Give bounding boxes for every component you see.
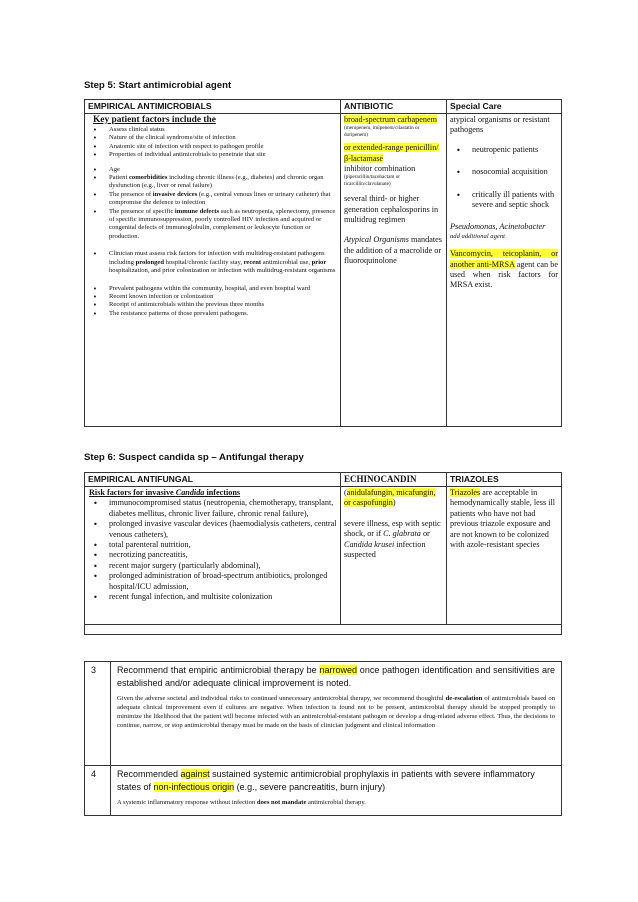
risk-item: • total parenteral nutrition, (87, 540, 338, 550)
step5-header-row (85, 100, 562, 114)
rec-row-4 (85, 766, 562, 816)
col-empirical: EMPIRICAL ANTIMICROBIALS (85, 100, 341, 114)
inhibitor-list: (piperacillin/tazobactam or ticarcillin/clavulanate) (344, 174, 401, 187)
special-list (450, 145, 558, 211)
col-echinocandin: ECHINOCANDIN (341, 473, 447, 487)
rec-note: Given the adverse societal and individual risks to continued unnecessary antimicrobial therapy, we recommend thoughtful de-escalation of antimicrobials based on adequate clinical improvement even if cultures are negative. When infection is found not to be present, antimicrobial therapy should be stopped promptly to minimize the likelihood that the patient will become infected with an antimicrobial-resistant pathogen or develop a drug-related adverse effect. Thus, the decisions to continue, narrow, or stop antimicrobial therapy must be made on the basis of clinician judgment and clinical information (117, 695, 555, 729)
factor-item: • Properties of individual antimicrobials to penetrate that site (87, 151, 338, 159)
inhibitor-combination: inhibitor combination (344, 164, 416, 174)
factor-item: • Receipt of antimicrobials within the previous three months (87, 301, 338, 309)
extended-range-penicillin: or extended-range penicillin/β-lactamase (344, 143, 439, 163)
step5-body-row (85, 114, 562, 427)
candida-risk-title: Risk factors for invasive Candida infections (89, 488, 241, 497)
special-care-cell (447, 114, 562, 427)
key-factors-title: Key patient factors include the (93, 115, 216, 125)
factor-mdr: • Clinician must assess risk factors for infection with multidrug-resistant pathogens including prolonged hospital/chronic facility stay, recent antimicrobial use, prior hospitalization, and prior colonization or infection with multidrug-resistant organisms (87, 250, 338, 275)
col-special-care: Special Care (447, 100, 562, 114)
rec-text (111, 662, 562, 766)
vancomycin-note: Vancomycin, teicoplanin, or another anti-MRSA agent can be used when risk factors for MRSA exist. (450, 249, 558, 290)
empirical-cell (85, 114, 341, 427)
step6-heading: Step 6: Suspect candida sp – Antifungal therapy (84, 452, 304, 463)
risk-item: • prolonged invasive vascular devices (haemodialysis catheters, central venous catheters), (87, 519, 338, 540)
factor-item: • Nature of the clinical syndrome/site of infection (87, 134, 338, 142)
add-additional-agent: add additional agent (450, 232, 505, 240)
step6-table (84, 472, 562, 635)
factor-item: • Anatomic site of infection with respect to pathogen profile (87, 143, 338, 151)
key-factors-list (87, 126, 338, 160)
risk-item: • prolonged administration of broad-spectrum antibiotics, prolonged hospital/ICU admission, (87, 571, 338, 592)
factor-invasive-devices: • The presence of invasive devices (e.g., central venous lines or urinary catheter) that compromise the defence to infection (87, 191, 338, 208)
broad-spectrum-carbapenem: broad-spectrum carbapenem (344, 115, 437, 124)
triazoles-cell (447, 487, 562, 625)
empty-cell (85, 625, 562, 635)
step6-header-row (85, 473, 562, 487)
patient-factors-list (87, 166, 338, 242)
rec-number: 3 (85, 662, 111, 766)
echinocandin-drugs: (anidulafungin, micafungin, or caspofungin) (344, 488, 436, 508)
special-item: • neutropenic patients (450, 145, 558, 155)
triazoles-note: Triazoles are acceptable in hemodynamically stable, less ill patients who have not had previous triazole exposure and are not known to be colonized with azole-resistant species (450, 488, 556, 550)
factor-item: • The resistance patterns of those prevalent pathogens. (87, 310, 338, 318)
risk-item: • recent major surgery (particularly abdominal), (87, 561, 338, 571)
step6-empty-row (85, 625, 562, 635)
rec-statement: Recommended against sustained systemic antimicrobial prophylaxis in patients with severe inflammatory states of non-infectious origin (e.g., severe pancreatitis, burn injury) (117, 769, 535, 792)
candida-risk-list (87, 498, 338, 602)
factor-item: • Recent known infection or colonization (87, 293, 338, 301)
recommendations-table (84, 661, 562, 816)
factor-comorbidities: • Patient comorbidities including chronic illness (e.g., diabetes) and chronic organ dysfunction (e.g., liver or renal failure) (87, 174, 338, 191)
echinocandin-cell (341, 487, 447, 625)
factor-immune-defects: • The presence of specific immune defects such as neutropenia, splenectomy, presence of specific immunosuppression, poorly controlled HIV infection and acquired or congenital defects of immunoglobulin, complement or leukocyte function or production. (87, 208, 338, 242)
factor-item: • Assess clinical status (87, 126, 338, 134)
step5-table (84, 99, 562, 427)
col-triazoles: TRIAZOLES (447, 473, 562, 487)
risk-item: • necrotizing pancreatitis, (87, 550, 338, 560)
col-antifungal: EMPIRICAL ANTIFUNGAL (85, 473, 341, 487)
step5-heading: Step 5: Start antimicrobial agent (84, 80, 232, 91)
mdr-list (87, 250, 338, 275)
rec-row-3 (85, 662, 562, 766)
pseudomonas-acinetobacter: Pseudomonas, Acinetobacter (450, 222, 546, 232)
special-item: • nosocomial acquisition (450, 167, 558, 177)
atypical-note: Atypical Organisms mandates the addition of a macrolide or fluoroquinolone (344, 235, 442, 266)
special-item: • critically ill patients with severe and septic shock (450, 190, 558, 211)
rec-text (111, 766, 562, 816)
rec-note: A systemic inflammatory response without infection does not mandate antimicrobial therapy. (117, 799, 366, 807)
echinocandin-use: severe illness, esp with septic shock, or if C. glabrata or Candida krusei infection suspected (344, 518, 441, 560)
rec-number: 4 (85, 766, 111, 816)
antifungal-cell (85, 487, 341, 625)
risk-item: • recent fungal infection, and multisite colonization (87, 592, 338, 602)
tail-factors-list (87, 285, 338, 319)
special-atypical: atypical organisms or resistant pathogens (450, 115, 550, 135)
step6-body-row (85, 487, 562, 625)
carbapenem-list: (meropenem, imipenem/cilastatin or doripenem) (344, 125, 420, 138)
factor-item: • Prevalent pathogens within the community, hospital, and even hospital ward (87, 285, 338, 293)
col-antibiotic: ANTIBIOTIC (341, 100, 447, 114)
antibiotic-cell (341, 114, 447, 427)
rec-statement: Recommend that empiric antimicrobial therapy be narrowed once pathogen identification and sensitivities are established and/or adequate clinical improvement is noted. (117, 665, 555, 688)
factor-age: • Age (87, 166, 338, 174)
cephalosporin-note: several third- or higher generation cephalosporins in multidrug regimen (344, 194, 439, 225)
risk-item: • immunocompromised status (neutropenia, chemotherapy, transplant, diabetes mellitus, chronic liver failure, chronic renal failure), (87, 498, 338, 519)
